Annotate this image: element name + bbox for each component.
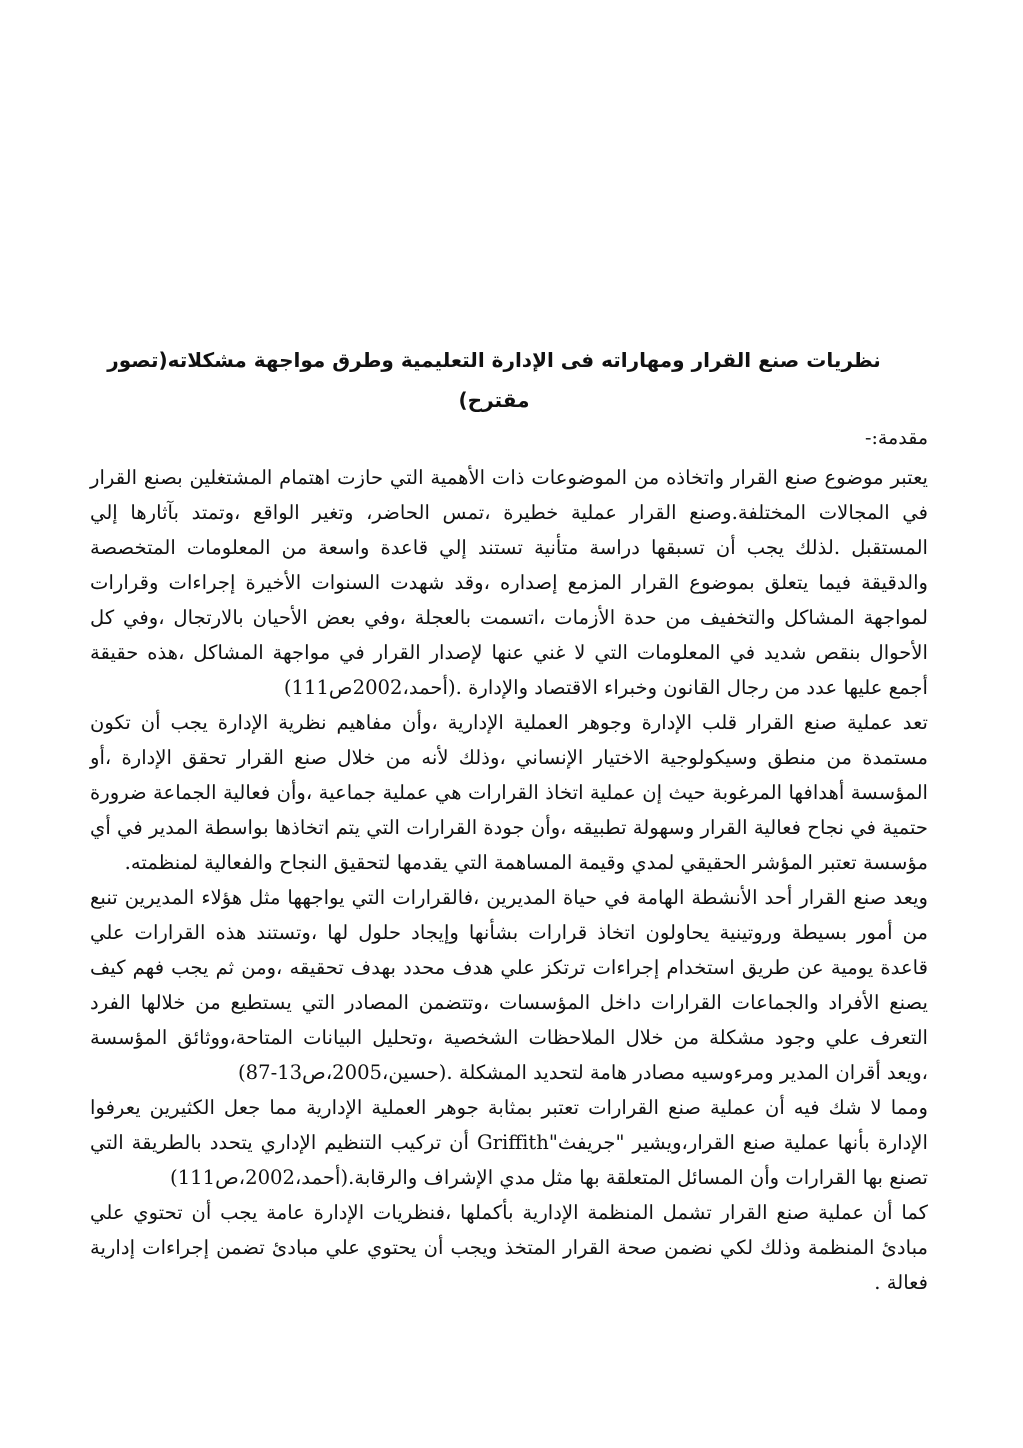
paragraph-2: تعد عملية صنع القرار قلب الإدارة وجوهر العملية الإدارية ،وأن مفاهيم نظرية الإدارة يجب أن تكون مستمدة من منطق وسيكولوجية الاختيار الإنساني ،وذلك لأنه من خلال صنع القرار تحقق الإدارة ،أو المؤسسة أهدافها المرغوبة حيث إن عملية اتخاذ القرارات هي عملية جماعية ،وأن فعالية الجماعة ضرورة حتمية في نجاح فعالية القرار وسهولة تطبيقه ،وأن جودة القرارات التي يتم اتخاذها بواسطة المدير في أي مؤسسة تعتبر المؤشر الحقيقي لمدي وقيمة المساهمة التي يقدمها لتحقيق النجاح والفعالية لمنظمته. [90,711,928,874]
paragraph-3: ويعد صنع القرار أحد الأنشطة الهامة في حياة المديرين ،فالقرارات التي يواجهها مثل هؤلاء المديرين تنبع من أمور بسيطة وروتينية يحاولون اتخاذ قرارات بشأنها وإيجاد حلول لها ،وتستند هذه القرارات علي قاعدة يومية عن طريق استخدام إجراءات ترتكز علي هدف محدد بهدف تحقيقه ،ومن ثم يجب فهم كيف يصنع الأفراد والجماعات القرارات داخل المؤسسات ،وتتضمن المصادر التي يستطيع من خلالها الفرد التعرف علي وجود مشكلة من خلال الملاحظات الشخصية ،وتحليل البيانات المتاحة،ووثائق المؤسسة ،ويعد أقران المدير ومرءوسيه مصادر هامة لتحديد المشكلة .(حسين،2005،ص13-87) [90,886,928,1084]
paragraph-4: ومما لا شك فيه أن عملية صنع القرارات تعتبر بمثابة جوهر العملية الإدارية مما جعل الكثيرين يعرفوا الإدارة بأنها عملية صنع القرار،ويشير "جريفث"Griffith أن تركيب التنظيم الإداري يتحدد بالطريقة التي تصنع بها القرارات وأن المسائل المتعلقة بها مثل مدي الإشراف والرقابة.(أحمد،2002،ص111) [90,1096,928,1189]
document-body [90,340,928,1300]
paragraph-1: يعتبر موضوع صنع القرار واتخاذه من الموضوعات ذات الأهمية التي حازت اهتمام المشتغلين بصنع القرار في المجالات المختلفة.وصنع القرار عملية خطيرة ،تمس الحاضر، وتغير الواقع ،وتمتد بآثارها إلي المستقبل .لذلك يجب أن تسبقها دراسة متأنية تستند إلي قاعدة واسعة من المعلومات المتخصصة والدقيقة فيما يتعلق بموضوع القرار المزمع إصداره ،وقد شهدت السنوات الأخيرة إجراءات وقرارات لمواجهة المشاكل والتخفيف من حدة الأزمات ،اتسمت بالعجلة ،وفي بعض الأحيان بالارتجال ،وفي كل الأحوال بنقص شديد في المعلومات التي لا غني عنها لإصدار القرار في مواجهة المشاكل ،هذه حقيقة أجمع عليها عدد من رجال القانون وخبراء الاقتصاد والإدارة .(أحمد،2002ص111) [90,466,928,699]
paragraph-5: كما أن عملية صنع القرار تشمل المنظمة الإدارية بأكملها ،فنظريات الإدارة عامة يجب أن تحتوي علي مبادئ المنظمة وذلك لكي نضمن صحة القرار المتخذ ويجب أن يحتوي علي مبادئ تضمن إجراءات إدارية فعالة . [90,1201,928,1294]
document-title: نظريات صنع القرار ومهاراته فى الإدارة التعليمية وطرق مواجهة مشكلاته(تصور مقترح) [107,348,881,412]
intro-heading: مقدمة:- [865,427,928,449]
